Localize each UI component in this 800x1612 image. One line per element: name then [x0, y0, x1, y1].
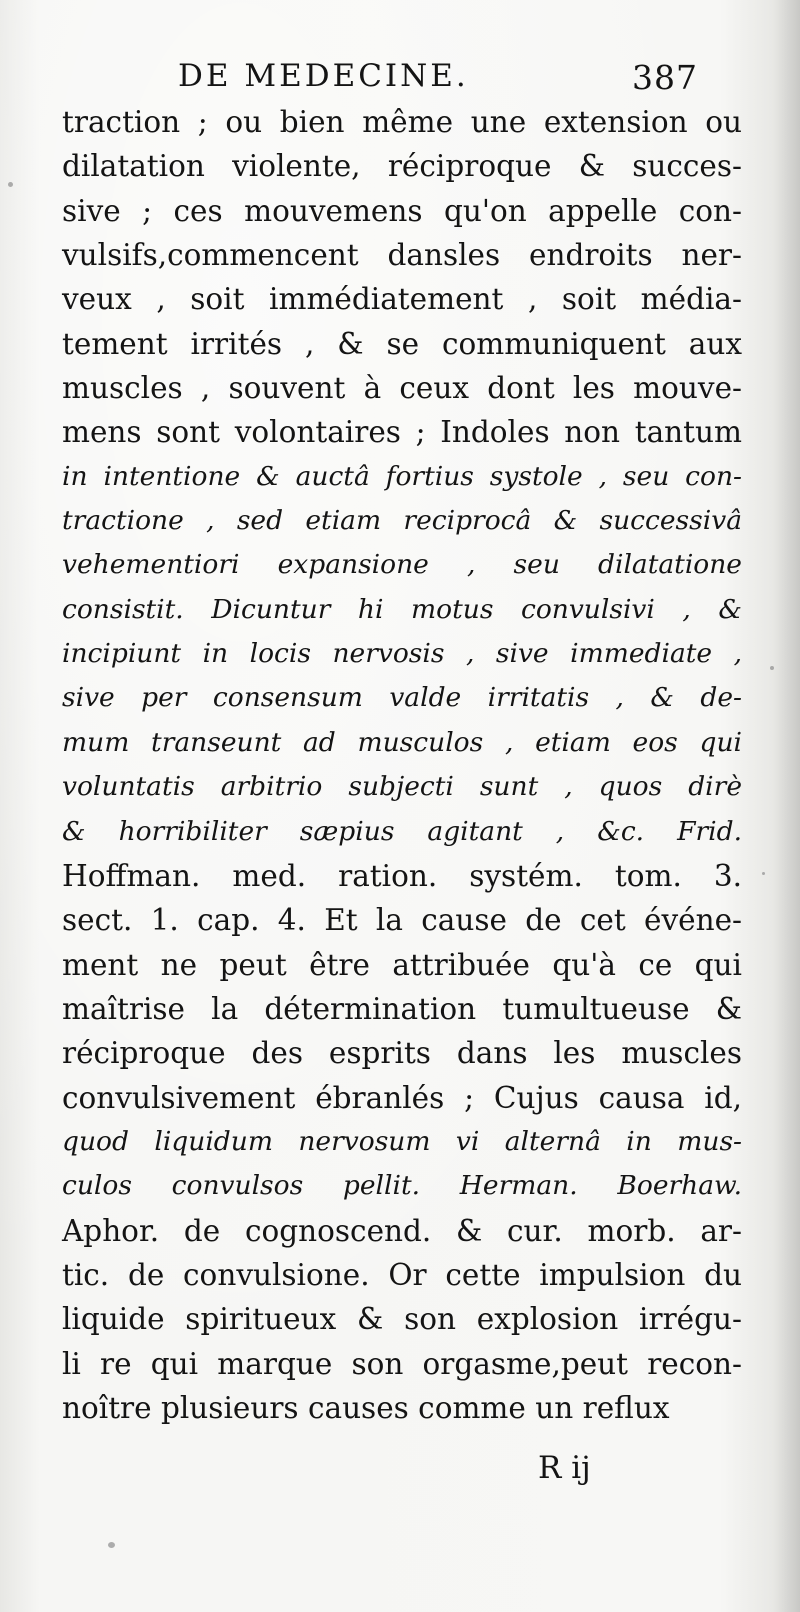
- text-line: Aphor. de cognoscend. & cur. morb. ar-: [62, 1213, 742, 1248]
- text-line: sive ; ces mouvemens qu'on appelle con-: [62, 193, 742, 228]
- text-line: li re qui marque son orgasme,peut recon-: [62, 1346, 742, 1381]
- text-line: réciproque des esprits dans les muscles: [62, 1036, 742, 1071]
- page-edge-shadow: [774, 0, 800, 1612]
- page-number: 387: [632, 58, 698, 97]
- running-head: DE MEDECINE.: [178, 58, 469, 94]
- text-line: liquide spiritueux & son explosion irrégu-: [62, 1302, 742, 1337]
- text-line: sive per consensum valde irritatis , & de-: [62, 682, 742, 714]
- text-line: muscles , souvent à ceux dont les mouve-: [62, 371, 742, 406]
- ink-speck: [770, 666, 774, 670]
- ink-speck: [108, 1542, 115, 1548]
- text-line: vehementiori expansione , seu dilatatione: [62, 549, 742, 581]
- text-line: traction ; ou bien même une extension ou: [62, 105, 742, 139]
- text-line: incipiunt in locis nervosis , sive immediate ,: [62, 638, 742, 670]
- text-line: tic. de convulsione. Or cette impulsion du: [62, 1257, 742, 1292]
- text-line: sect. 1. cap. 4. Et la cause de cet événe-: [62, 903, 742, 938]
- text-line: in intentione & auctâ fortius systole , seu con-: [62, 460, 742, 492]
- text-line: & horribiliter sæpius agitant , &c. Frid.: [62, 815, 742, 847]
- text-line: tement irrités , & se communiquent aux: [62, 326, 742, 361]
- text-line: tractione , sed etiam reciprocâ & successivâ: [62, 505, 742, 537]
- text-line: voluntatis arbitrio subjecti sunt , quos dirè: [62, 771, 742, 803]
- signature-mark: R ij: [538, 1450, 591, 1486]
- text-line: consistit. Dicuntur hi motus convulsivi , &: [62, 593, 742, 625]
- text-line: veux , soit immédiatement , soit média-: [62, 282, 742, 317]
- ink-speck: [762, 872, 765, 875]
- text-line: culos convulsos pellit. Herman. Boerhaw.: [62, 1170, 742, 1202]
- text-line: noître plusieurs causes comme un reflux: [62, 1390, 670, 1425]
- text-line: vulsifs,commencent dansles endroits ner-: [62, 238, 742, 273]
- text-line: quod liquidum nervosum vi alternâ in mus-: [62, 1125, 742, 1157]
- text-line: Hoffman. med. ration. systém. tom. 3.: [62, 858, 742, 893]
- page-header: [0, 52, 800, 96]
- text-line: dilatation violente, réciproque & succes-: [62, 149, 742, 184]
- text-line: maîtrise la détermination tumultueuse &: [62, 991, 742, 1026]
- ink-speck: [8, 182, 13, 187]
- text-line: mens sont volontaires ; Indoles non tantum: [62, 415, 742, 450]
- text-line: mum transeunt ad musculos , etiam eos qui: [62, 726, 742, 758]
- text-line: convulsivement ébranlés ; Cujus causa id,: [62, 1080, 742, 1115]
- text-line: ment ne peut être attribuée qu'à ce qui: [62, 947, 742, 982]
- body-text: [62, 100, 742, 1430]
